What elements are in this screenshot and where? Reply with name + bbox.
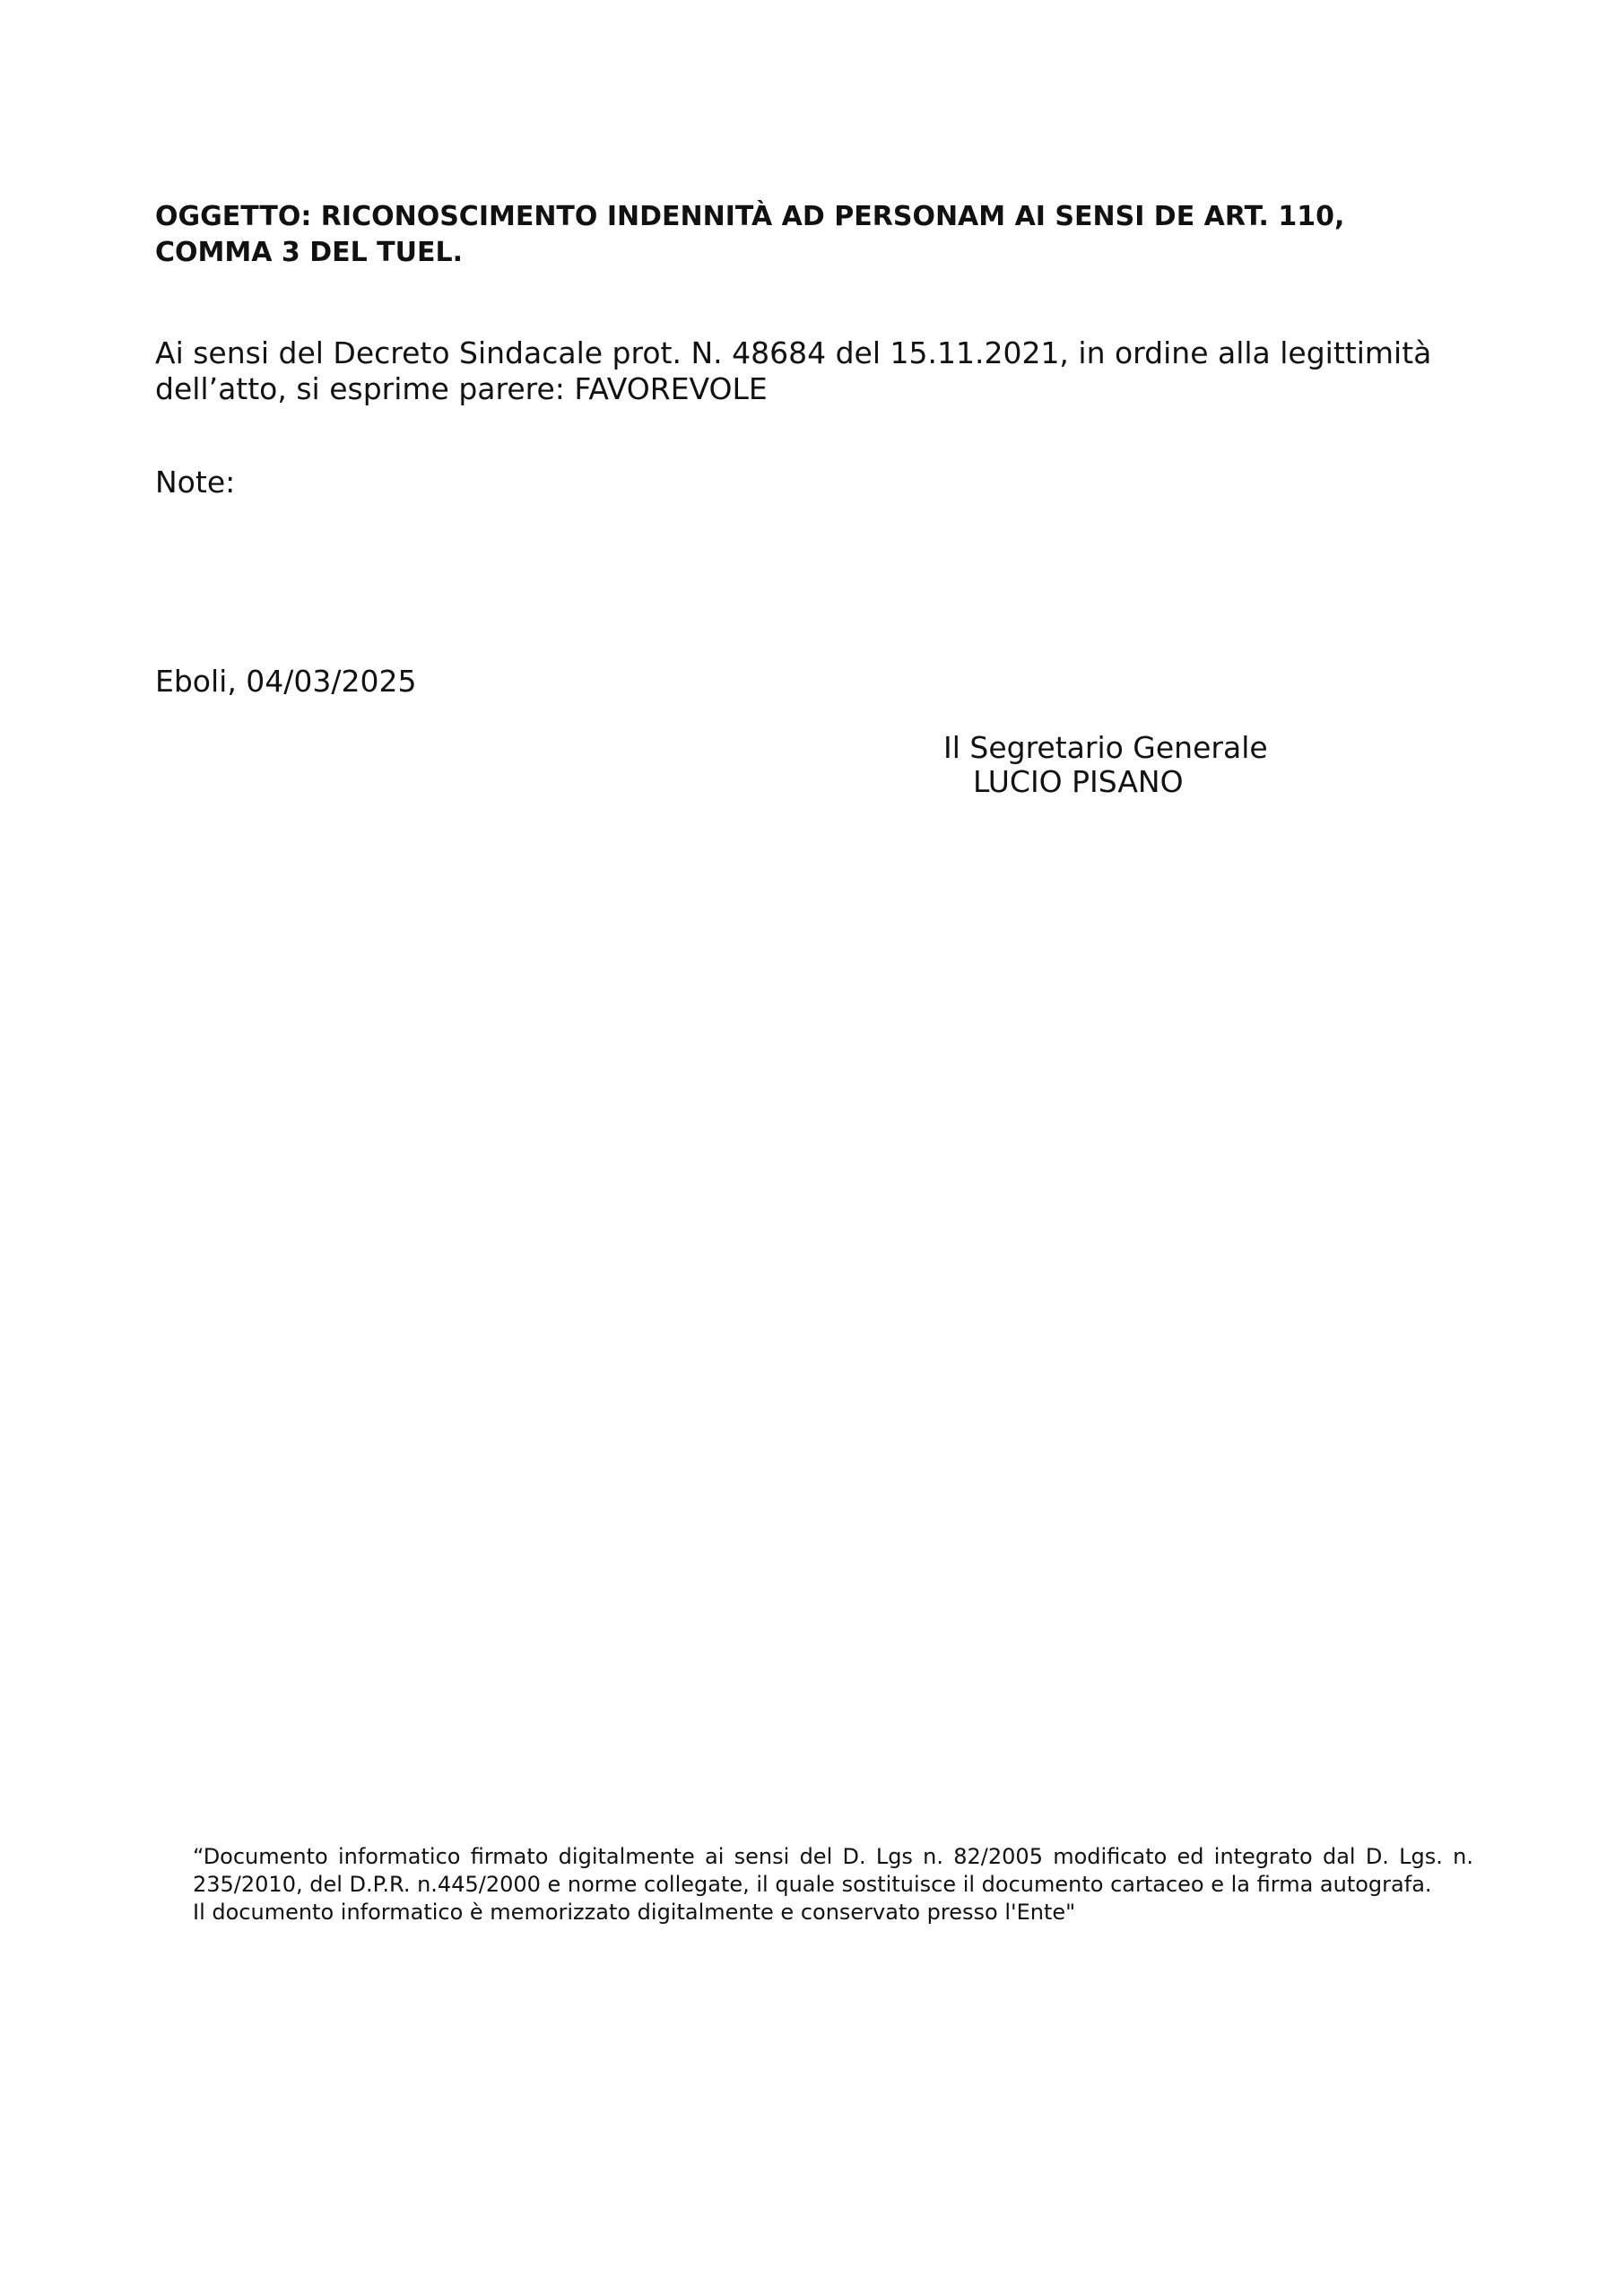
- signer-name: LUCIO PISANO: [973, 764, 1184, 799]
- place-date: Eboli, 04/03/2025: [155, 664, 417, 699]
- footer-paragraph: “Documento informatico firmato digitalmente ai sensi del D. Lgs n. 82/2005 modificato ed integrato dal D. Lgs. n. 235/2010, del D.P.R. n.445/2000 e norme collegate, il quale sostituisce il documento cartaceo e la firma autografa.: [193, 1844, 1473, 1897]
- opinion-line-2: dell’atto, si esprime parere: FAVOREVOLE: [155, 371, 768, 406]
- note-label: Note:: [155, 465, 236, 500]
- subject-line-2: COMMA 3 DEL TUEL.: [155, 237, 463, 268]
- footer-last-line: Il documento informatico è memorizzato digitalmente e conservato presso l'Ente": [193, 1900, 1076, 1925]
- subject-line-1: OGGETTO: RICONOSCIMENTO INDENNITÀ AD PERSONAM AI SENSI DE ART. 110,: [155, 201, 1345, 232]
- opinion-line-1: Ai sensi del Decreto Sindacale prot. N. 48684 del 15.11.2021, in ordine alla legittimità: [155, 335, 1432, 370]
- signer-role: Il Segretario Generale: [943, 730, 1268, 765]
- opinion-statement: [155, 335, 1464, 407]
- document-subject: [155, 199, 1464, 271]
- digital-signature-notice: [193, 1843, 1473, 1926]
